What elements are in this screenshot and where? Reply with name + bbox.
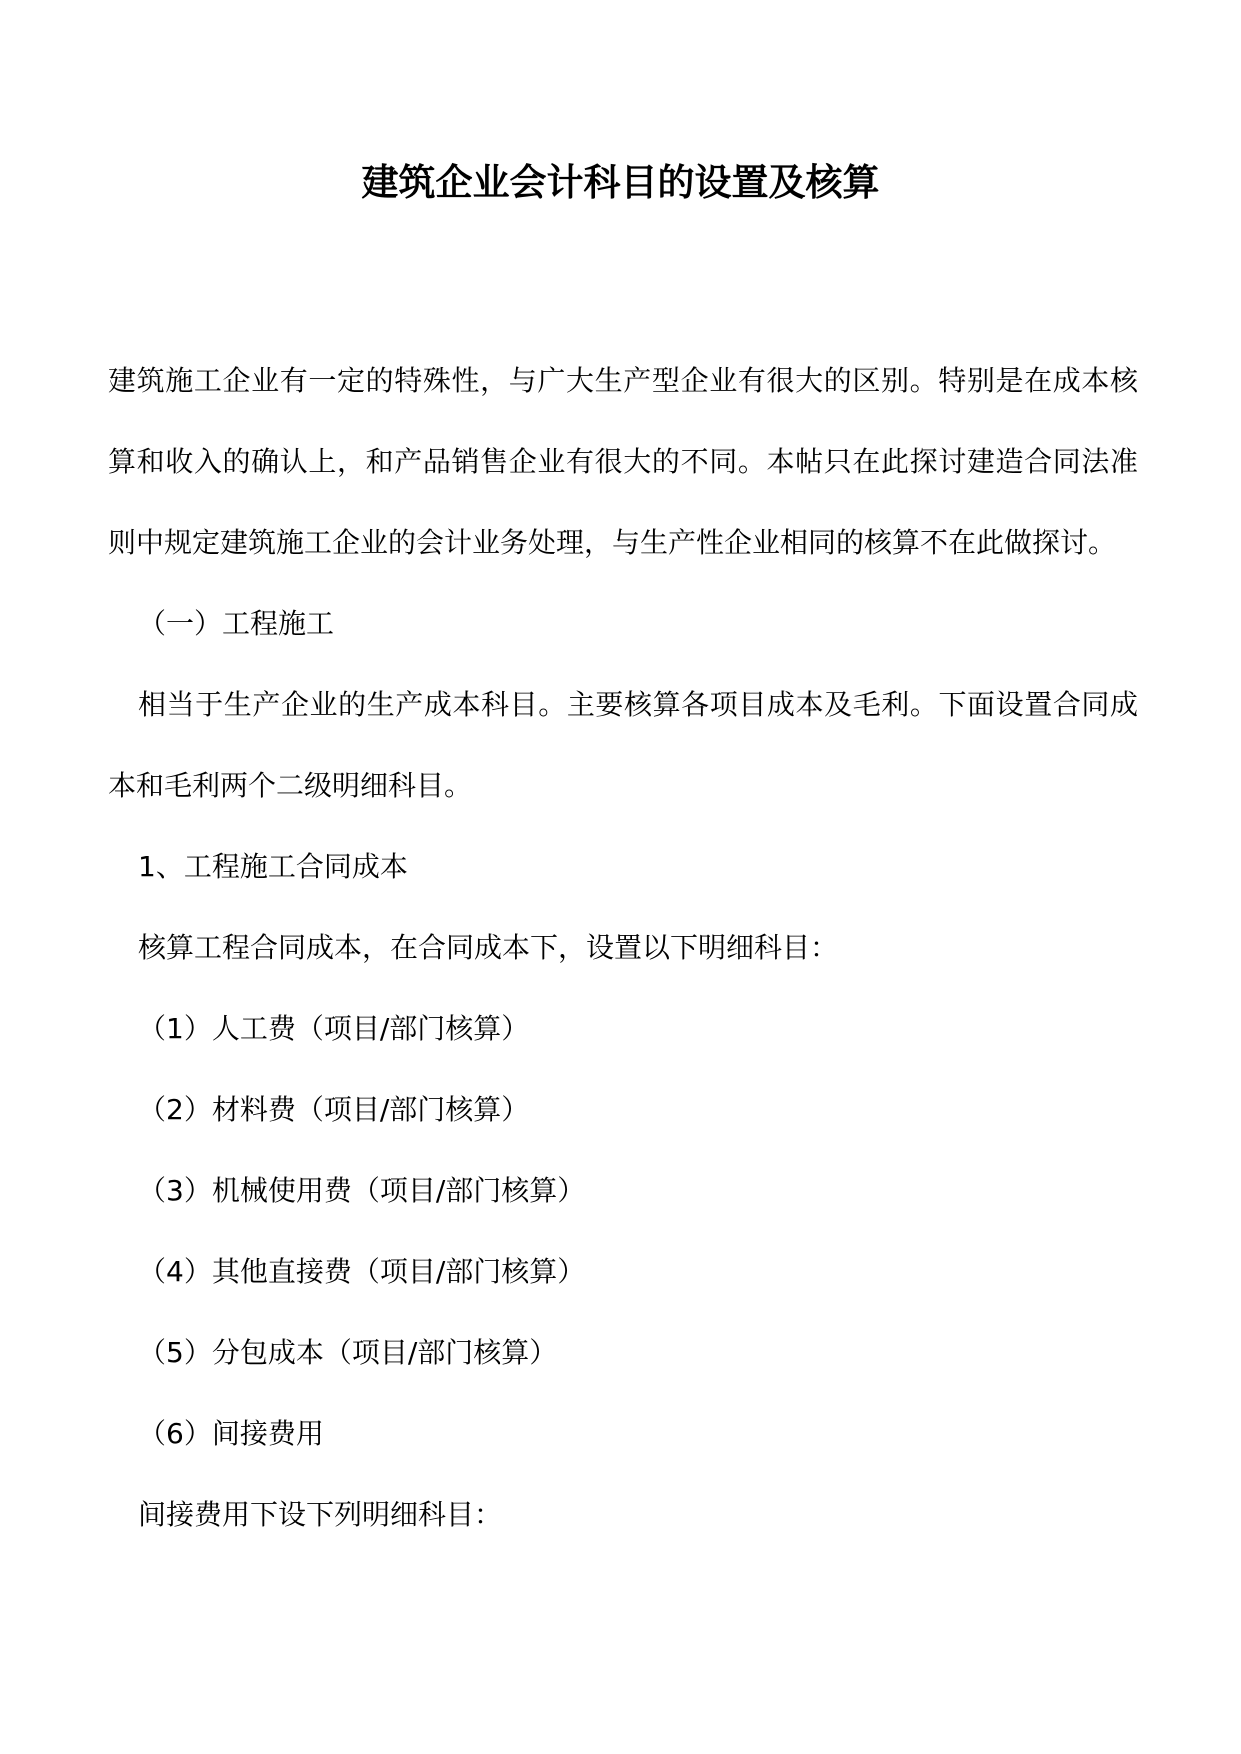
heading-subsection-1: 1、工程施工合同成本 xyxy=(138,850,408,883)
paragraph-intro: 建筑施工企业有一定的特殊性，与广大生产型企业有很大的区别。特别是在成本核算和收入的确认上，和产品销售企业有很大的不同。本帖只在此探讨建造合同法准则中规定建筑施工企业的会计业务处理，与生产性企业相同的核算不在此做探讨。 xyxy=(108,364,1138,559)
list-item: （1）人工费（项目/部门核算） xyxy=(138,1012,530,1045)
paragraph-section-1: 相当于生产企业的生产成本科目。主要核算各项目成本及毛利。下面设置合同成本和毛利两个二级明细科目。 xyxy=(108,688,1138,802)
heading-section-1: （一）工程施工 xyxy=(138,607,335,640)
paragraph-subsection-1: 核算工程合同成本，在合同成本下，设置以下明细科目： xyxy=(138,931,839,964)
document-body xyxy=(108,340,1138,1555)
list-item: （4）其他直接费（项目/部门核算） xyxy=(138,1255,586,1288)
document-title: 建筑企业会计科目的设置及核算 xyxy=(361,161,880,204)
list-item: （5）分包成本（项目/部门核算） xyxy=(138,1336,558,1369)
list-item: （3）机械使用费（项目/部门核算） xyxy=(138,1174,586,1207)
list-item: （6）间接费用 xyxy=(138,1417,324,1450)
paragraph-indirect-costs: 间接费用下设下列明细科目： xyxy=(138,1498,503,1531)
list-item: （2）材料费（项目/部门核算） xyxy=(138,1093,530,1126)
